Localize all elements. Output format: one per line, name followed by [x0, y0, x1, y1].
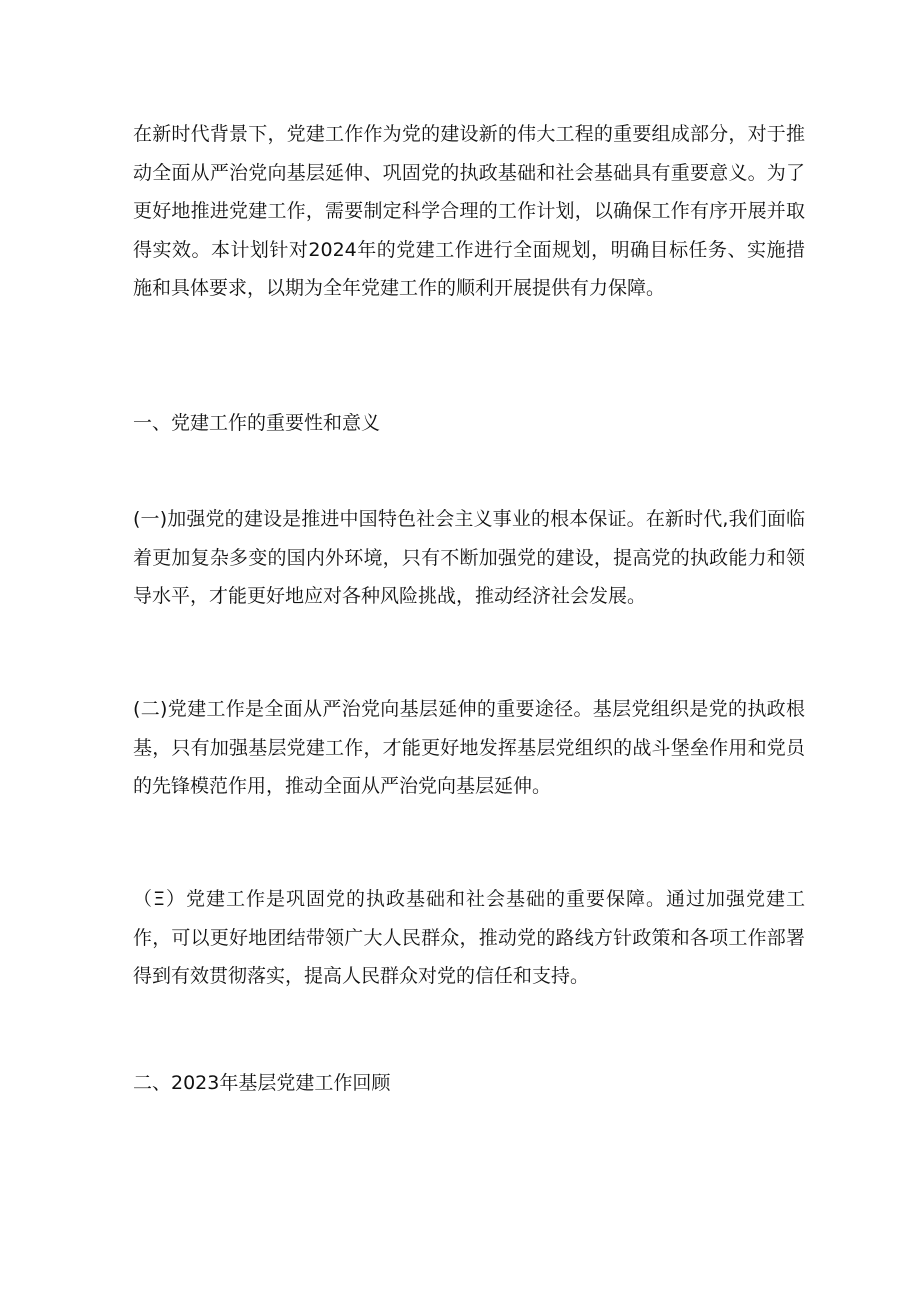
paragraph-2: (二)党建工作是全面从严治党向基层延伸的重要途径。基层党组织是党的执政根基，只有加强基层党建工作，才能更好地发挥基层党组织的战斗堡垒作用和党员的先锋模范作用，推动全面从严治党向基层延伸。 [133, 698, 805, 797]
paragraph-1: (一)加强党的建设是推进中国特色社会主义事业的根本保证。在新时代,我们面临着更加复杂多变的国内外环境，只有不断加强党的建设，提高党的执政能力和领导水平，才能更好地应对各种风险挑战，推动经济社会发展。 [133, 508, 805, 607]
paragraph-3: （Ξ）党建工作是巩固党的执政基础和社会基础的重要保障。通过加强党建工作，可以更好地团结带领广大人民群众，推动党的路线方针政策和各项工作部署得到有效贯彻落实，提高人民群众对党的信任和支持。 [133, 888, 805, 987]
section-heading-2: 二、2023年基层党建工作回顾 [133, 1072, 391, 1094]
intro-paragraph: 在新时代背景下，党建工作作为党的建设新的伟大工程的重要组成部分，对于推动全面从严治党向基层延伸、巩固党的执政基础和社会基础具有重要意义。为了更好地推进党建工作，需要制定科学合理的工作计划，以确保工作有序开展并取得实效。本计划针对2024年的党建工作进行全面规划，明确目标任务、实施措施和具体要求，以期为全年党建工作的顺利开展提供有力保障。 [133, 123, 805, 299]
section-heading-1: 一、党建工作的重要性和意义 [133, 412, 381, 434]
